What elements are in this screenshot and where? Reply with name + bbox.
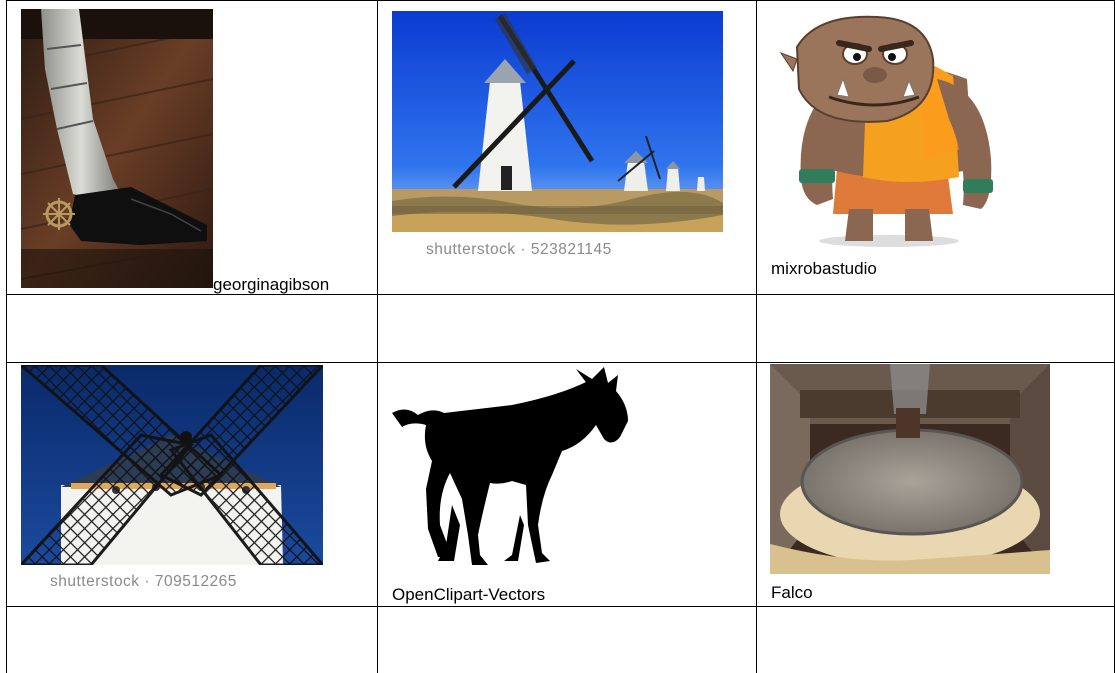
- windmill-sails-photo: [21, 365, 323, 565]
- table-cell: [7, 363, 377, 606]
- table-cell: [378, 1, 756, 294]
- photo-credit-caption: Falco: [771, 583, 813, 602]
- table-row-divider: [6, 294, 1115, 295]
- table-cell: [378, 363, 756, 606]
- shutterstock-watermark: shutterstock · 709512265: [50, 573, 237, 590]
- table-row-divider: [6, 606, 1115, 607]
- photo-credit-caption: georginagibson: [213, 275, 330, 294]
- table-cell: [7, 1, 377, 294]
- table-cell: [757, 1, 1114, 294]
- shutterstock-watermark: shutterstock · 523821145: [426, 241, 612, 258]
- windmills-photo: [392, 11, 723, 232]
- millstone-photo: [770, 364, 1050, 574]
- knight-boot-photo: [21, 9, 213, 288]
- ogre-cartoon: [777, 9, 1002, 249]
- horse-silhouette: [392, 365, 632, 575]
- table-cell: [757, 363, 1114, 606]
- photo-credit-caption: mixrobastudio: [771, 259, 877, 278]
- photo-credit-caption: OpenClipart-Vectors: [392, 585, 546, 604]
